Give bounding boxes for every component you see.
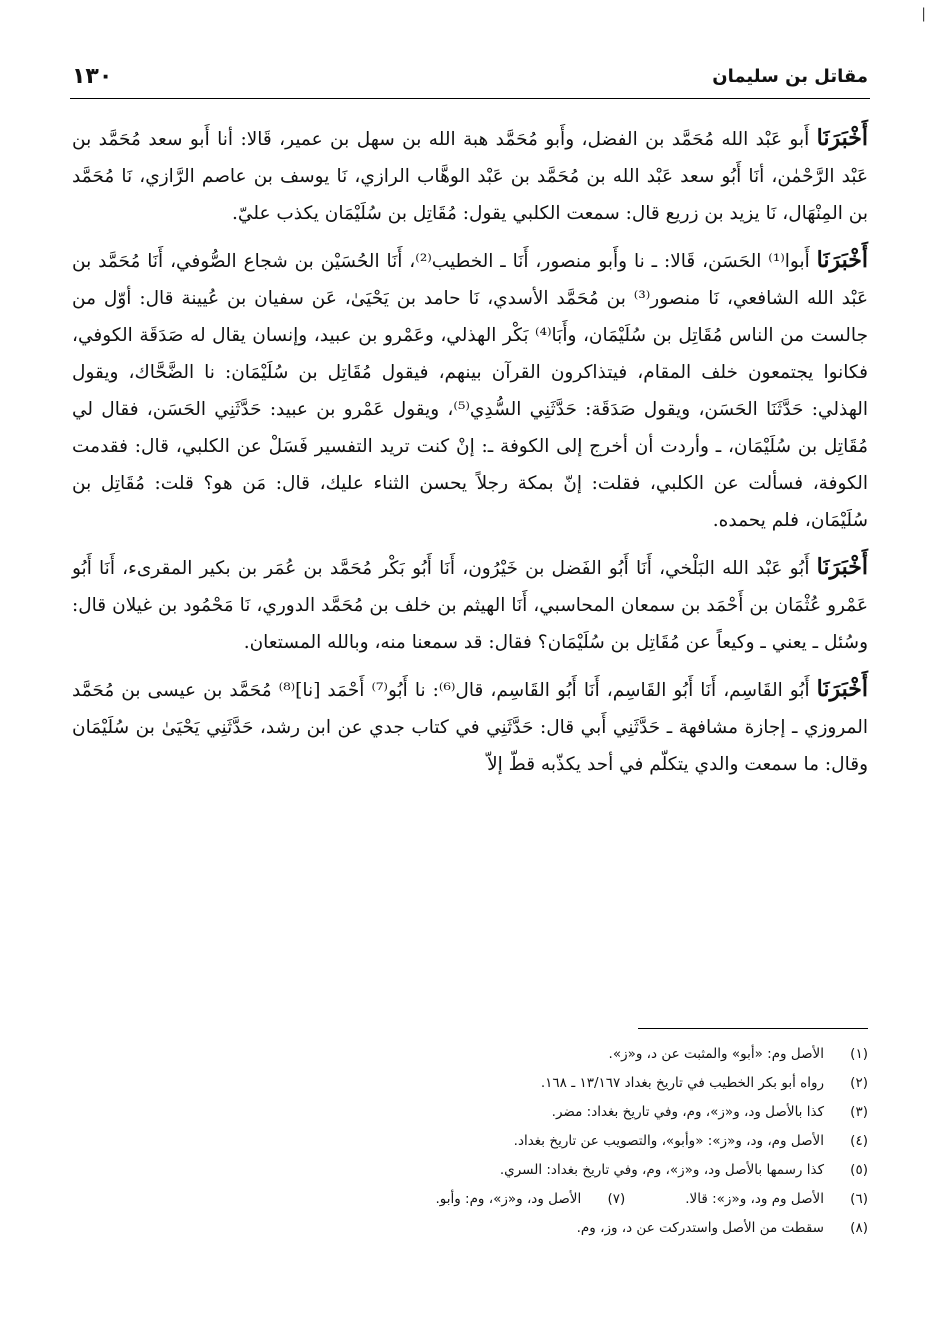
footnote-number: (١) [850, 1046, 868, 1062]
footnote-6 [685, 1185, 868, 1214]
page-header [72, 56, 868, 96]
footnote-number: (٧) [607, 1191, 626, 1207]
footnote-text: سقطت من الأصل واستدركت عن د، وز، وم. [576, 1220, 824, 1236]
footnote-text: الأصل ود، و«ز»، وم: وأبو. [435, 1191, 582, 1207]
footnote-text: الأصل وم ود، و«ز»: قالا. [685, 1191, 824, 1207]
paragraph-lead: أَخْبَرَنَا [816, 125, 868, 151]
footnote-text: كذا بالأصل ود، و«ز»، وم، وفي تاريخ بغداد: مضر. [551, 1104, 824, 1120]
footnote-5 [72, 1156, 868, 1185]
footnote-text: كذا رسمها بالأصل ود، و«ز»، وم، وفي تاريخ بغداد: السري. [499, 1162, 824, 1178]
paragraph-1 [72, 120, 868, 232]
footnote-1 [72, 1040, 868, 1069]
footnote-row-6-7 [72, 1185, 868, 1214]
page-number: ١٣٠ [72, 63, 113, 89]
footnote-3 [72, 1098, 868, 1127]
paragraph-text: أَبُو عَبْد الله البَلْخي، أَنَا أَبُو الفَضل بن خَيْرُون، أَنَا أَبُو بَكْر مُحَمَّد بن عُمَر بن بكير المقرىء، أَنَا أَبُو عَمْرو عُثْمَان بن أَحْمَد بن سمعان المحاسبي، أَنَا الهيثم بن خلف بن مُحَمَّد الدوري، نَا مَحْمُود بن غيلان قال: وسُئل ـ يعني ـ وكيعاً عن مُقَاتِل بن سُلَيْمَان؟ فقال: قد سمعنا منه، وبالله المستعان. [72, 558, 868, 653]
footnote-7 [435, 1185, 625, 1214]
footnote-4 [72, 1127, 868, 1156]
paragraph-lead: أَخْبَرَنَا [816, 676, 868, 702]
footnote-number: (٢) [850, 1075, 868, 1091]
header-rule [70, 98, 870, 99]
corner-mark: | [921, 6, 926, 22]
footnote-number: (٥) [850, 1162, 868, 1178]
paragraph-text: أَبُو القَاسِم، أَنَا أَبُو القَاسِم، أَنَا أَبُو القَاسِم، قال⁽⁶⁾: نا أَبُو⁽⁷⁾ أَحْمَد [نا]⁽⁸⁾ مُحَمَّد بن عيسى بن مُحَمَّد المروزي ـ إجازة مشافهة ـ حَدَّثَنِي أَبي قال: حَدَّثَنِي في كتاب جدي عن ابن رشد، حَدَّثَنِي يَحْيَىٰ بن سُلَيْمَان وقال: ما سمعت والدي يتكلّم في أحد يكذّبه قطّ إلاّ [72, 680, 868, 775]
paragraph-text: أَبوا⁽¹⁾ الحَسَن، قَالا: ـ نا وأَبو منصور، أَنَا ـ الخطيب⁽²⁾، أَنَا الحُسَيْن بن شجاع الصُّوفي، أَنَا مُحَمَّد بن عَبْد الله الشافعي، نَا منصور⁽³⁾ بن مُحَمَّد الأسدي، نَا حامد بن يَحْيَىٰ، عَن سفيان بن عُيينة قال: أوّل من جالست من الناس مُقَاتِل بن سُلَيْمَان، وأَبَا⁽⁴⁾ بَكْر الهذلي، وعَمْرو بن عبيد، وإنسان يقال له صَدَقَة الكوفي، فكانوا يجتمعون خلف المقام، فيتذاكرون القرآن بينهم، فيقول مُقَاتِل بن سُلَيْمَان: نا الضَّحَّاك، ويقول الهذلي: حَدَّثَنَا الحَسَن، ويقول صَدَقَة: حَدَّثَنِي السُّدِي⁽⁵⁾، ويقول عَمْرو بن عبيد: حَدَّثَنِي الحَسَن، فقال لي مُقَاتِل بن سُلَيْمَان، ـ وأردت أن أخرج إلى الكوفة ـ: إنْ كنت تريد التفسير فَسَلْ عن الكلبي، قال: فقدمت الكوفة، فسألت عن الكلبي، فقلت: إنّ بمكة رجلاً يحسن الثناء عليك، قال: مَن هو؟ قلت: مُقَاتِل بن سُلَيْمَان، فلم يحمده. [72, 251, 869, 531]
footnote-number: (٦) [850, 1191, 868, 1207]
paragraph-3 [72, 549, 868, 661]
paragraph-lead: أَخْبَرَنَا [816, 247, 868, 273]
paragraph-text: أَبو عَبْد الله مُحَمَّد بن الفضل، وأَبو مُحَمَّد هبة الله بن سهل بن عمير، قَالا: أنا أَبو سعد مُحَمَّد بن عَبْد الرَّحْمٰن، أنَا أَبُو سعد عَبْد الله بن مُحَمَّد بن عَبْد الوهَّاب الرازي، نَا يوسف بن عاصم الرَّازي، نَا مُحَمَّد بن المِنْهَال، نَا يزيد بن زريع قال: سمعت الكلبي يقول: مُقَاتِل بن سُلَيْمَان يكذب عليّ. [72, 129, 868, 224]
footnote-2 [72, 1069, 868, 1098]
footnote-rule [638, 1028, 868, 1029]
footnote-number: (٣) [850, 1104, 868, 1120]
footnote-text: الأصل وم، ود، و«ز»: «وأبو»، والتصويب عن تاريخ بغداد. [513, 1133, 824, 1149]
footnotes [72, 1040, 868, 1243]
footnote-text: الأصل وم: «أبو» والمثبت عن د، و«ز». [608, 1046, 824, 1062]
running-title: مقاتل بن سليمان [712, 65, 868, 87]
paragraph-2 [72, 242, 868, 539]
footnote-number: (٨) [850, 1220, 868, 1236]
paragraph-lead: أَخْبَرَنَا [816, 554, 868, 580]
footnote-8 [72, 1214, 868, 1243]
footnote-number: (٤) [850, 1133, 868, 1149]
body-text [72, 120, 868, 793]
footnote-text: رواه أبو بكر الخطيب في تاريخ بغداد ١٣/١٦٧ ـ ١٦٨. [540, 1075, 824, 1091]
paragraph-4 [72, 671, 868, 783]
